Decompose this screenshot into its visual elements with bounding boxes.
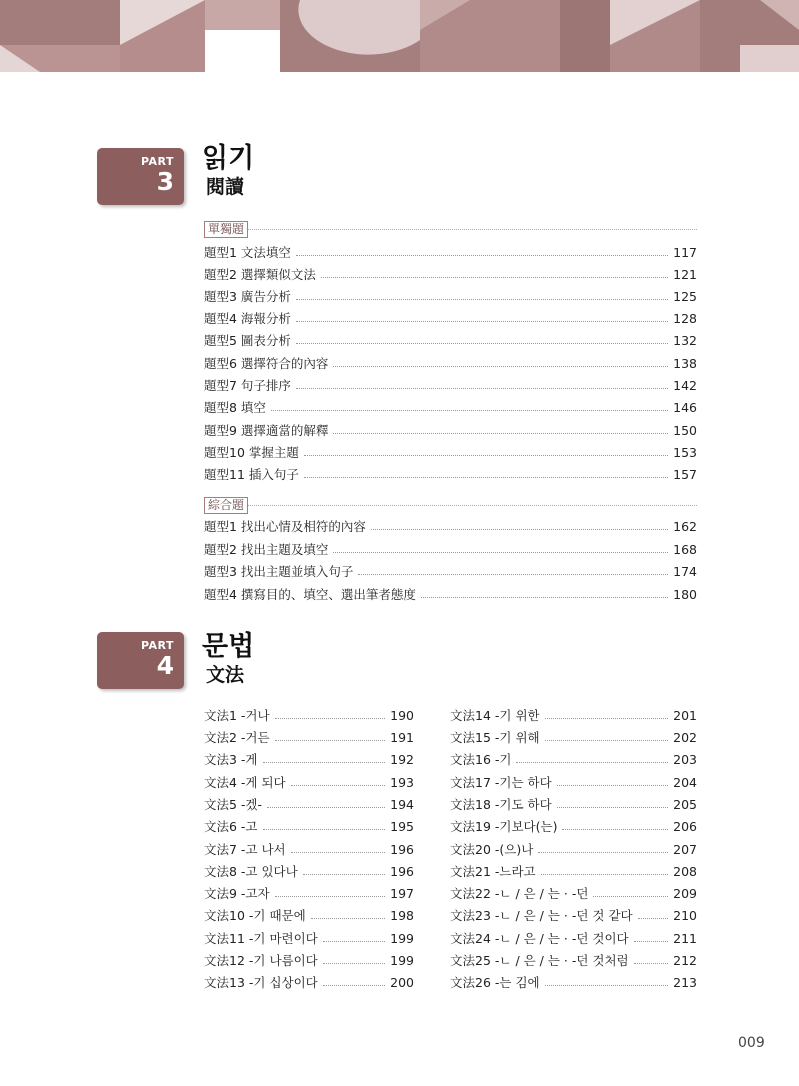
toc-entry-label: 文法3 -게 [204, 752, 258, 767]
toc-entry-page: 193 [390, 775, 414, 790]
decorative-header-banner [0, 0, 799, 72]
toc-entry[interactable] [204, 775, 414, 791]
toc-entry[interactable] [450, 975, 697, 991]
toc-entry-page: 204 [673, 775, 697, 790]
toc-entry[interactable] [450, 886, 697, 902]
toc-entry-label: 題型11 插入句子 [204, 467, 299, 482]
toc-entry-page: 128 [673, 311, 697, 326]
toc-entry-page: 117 [673, 245, 697, 260]
toc-entry-label: 題型5 圖表分析 [204, 333, 291, 348]
toc-entry-page: 200 [390, 975, 414, 990]
toc-entry-label: 文法9 -고자 [204, 886, 270, 901]
toc-entry-label: 題型3 廣告分析 [204, 289, 291, 304]
toc-entry[interactable] [204, 975, 414, 991]
toc-entry-label: 題型6 選擇符合的內容 [204, 356, 329, 371]
toc-entry[interactable] [450, 908, 697, 924]
toc-entry-label: 題型9 選擇適當的解釋 [204, 423, 329, 438]
toc-entry-page: 192 [390, 752, 414, 767]
part-3-title-chinese: 閱讀 [206, 176, 245, 198]
toc-entry-page: 196 [390, 864, 414, 879]
part-4-title [202, 632, 254, 687]
toc-entry-label: 文法8 -고 있다나 [204, 864, 298, 879]
toc-entry[interactable] [204, 267, 697, 283]
toc-entry[interactable] [450, 864, 697, 880]
toc-entry[interactable] [204, 587, 697, 603]
section-label-single: 單獨題 [204, 221, 248, 238]
toc-entry-page: 197 [390, 886, 414, 901]
part-4-number: 4 [156, 651, 174, 680]
toc-entry-label: 文法16 -기 [450, 752, 512, 767]
toc-entry[interactable] [204, 864, 414, 880]
part-4-title-korean: 문법 [202, 631, 255, 662]
toc-entry-page: 203 [673, 752, 697, 767]
toc-entry-label: 文法6 -고 [204, 819, 258, 834]
toc-entry[interactable] [204, 400, 697, 416]
toc-entry[interactable] [450, 819, 697, 835]
part-4-label: PART [140, 639, 174, 652]
toc-entry-label: 文法11 -기 마련이다 [204, 931, 318, 946]
part-3-label: PART [140, 155, 174, 168]
part-4-title-chinese: 文法 [206, 664, 245, 686]
toc-entry[interactable] [204, 708, 414, 724]
toc-entry[interactable] [450, 775, 697, 791]
section-label-combined: 綜合題 [204, 497, 248, 514]
toc-entry-label: 文法10 -기 때문에 [204, 908, 306, 923]
toc-entry-page: 132 [673, 333, 697, 348]
toc-entry-page: 208 [673, 864, 697, 879]
toc-entry[interactable] [204, 953, 414, 969]
toc-entry[interactable] [204, 289, 697, 305]
toc-entry-label: 文法21 -느라고 [450, 864, 536, 879]
toc-entry-page: 211 [673, 931, 697, 946]
toc-entry-page: 207 [673, 842, 697, 857]
toc-entry-page: 191 [390, 730, 414, 745]
toc-entry[interactable] [450, 953, 697, 969]
toc-entry-page: 125 [673, 289, 697, 304]
toc-entry-label: 文法20 -(으)나 [450, 842, 534, 857]
toc-entry-label: 文法1 -거나 [204, 708, 270, 723]
toc-entry-page: 162 [673, 519, 697, 534]
toc-entry-label: 題型4 海報分析 [204, 311, 291, 326]
toc-entry[interactable] [204, 886, 414, 902]
toc-entry-label: 文法18 -기도 하다 [450, 797, 552, 812]
page-number: 009 [738, 1035, 765, 1051]
part-4-badge [97, 632, 184, 689]
toc-entry-label: 文法14 -기 위한 [450, 708, 540, 723]
toc-entry-label: 文法13 -기 십상이다 [204, 975, 318, 990]
toc-entry[interactable] [204, 752, 414, 768]
toc-entry[interactable] [204, 356, 697, 372]
toc-entry[interactable] [450, 842, 697, 858]
toc-entry[interactable] [204, 245, 697, 261]
toc-entry-page: 206 [673, 819, 697, 834]
toc-entry-page: 190 [390, 708, 414, 723]
toc-entry[interactable] [204, 467, 697, 483]
toc-entry-page: 174 [673, 564, 697, 579]
toc-entry-label: 題型2 找出主題及填空 [204, 542, 329, 557]
toc-entry[interactable] [450, 797, 697, 813]
toc-entry-label: 題型2 選擇類似文法 [204, 267, 316, 282]
toc-entry-label: 文法2 -거든 [204, 730, 270, 745]
toc-entry[interactable] [204, 311, 697, 327]
toc-entry-label: 文法4 -게 되다 [204, 775, 286, 790]
toc-entry[interactable] [204, 423, 697, 439]
toc-entry-page: 168 [673, 542, 697, 557]
toc-entry[interactable] [450, 752, 697, 768]
toc-entry[interactable] [204, 445, 697, 461]
part-3-title-korean: 읽기 [202, 143, 255, 174]
toc-entry-page: 180 [673, 587, 697, 602]
toc-entry-label: 題型8 填空 [204, 400, 266, 415]
toc-entry-page: 150 [673, 423, 697, 438]
toc-entry-page: 153 [673, 445, 697, 460]
toc-entry[interactable] [204, 378, 697, 394]
toc-entry-page: 138 [673, 356, 697, 371]
toc-entry-label: 題型10 掌握主題 [204, 445, 299, 460]
toc-entry[interactable] [204, 908, 414, 924]
toc-entry[interactable] [204, 333, 697, 349]
toc-entry[interactable] [204, 842, 414, 858]
toc-entry-page: 198 [390, 908, 414, 923]
toc-entry-page: 202 [673, 730, 697, 745]
toc-entry[interactable] [204, 931, 414, 947]
toc-entry-label: 文法17 -기는 하다 [450, 775, 552, 790]
toc-entry-label: 文法26 -는 김에 [450, 975, 540, 990]
toc-entry-page: 194 [390, 797, 414, 812]
toc-entry-label: 題型4 撰寫目的、填空、選出筆者態度 [204, 587, 416, 602]
toc-entry-page: 209 [673, 886, 697, 901]
toc-entry[interactable] [204, 519, 697, 535]
toc-entry-label: 文法12 -기 나름이다 [204, 953, 318, 968]
toc-entry-label: 文法19 -기보다(는) [450, 819, 558, 834]
toc-entry-label: 文法23 -ㄴ / 은 / 는 · -던 것 같다 [450, 908, 633, 923]
toc-entry-page: 196 [390, 842, 414, 857]
part-3-title [202, 144, 254, 199]
toc-entry-label: 題型1 文法填空 [204, 245, 291, 260]
toc-entry-page: 142 [673, 378, 697, 393]
toc-entry-label: 文法5 -겠- [204, 797, 263, 812]
toc-entry[interactable] [450, 931, 697, 947]
toc-entry-page: 121 [673, 267, 697, 282]
toc-entry-label: 文法25 -ㄴ / 은 / 는 · -던 것처럼 [450, 953, 629, 968]
toc-entry-page: 205 [673, 797, 697, 812]
toc-entry-page: 199 [390, 931, 414, 946]
toc-entry-label: 文法22 -ㄴ / 은 / 는 · -던 [450, 886, 589, 901]
toc-entry-page: 146 [673, 400, 697, 415]
toc-entry-page: 210 [673, 908, 697, 923]
toc-entry-page: 195 [390, 819, 414, 834]
toc-entry-label: 文法15 -기 위해 [450, 730, 540, 745]
toc-entry-page: 212 [673, 953, 697, 968]
toc-entry[interactable] [204, 542, 697, 558]
toc-entry[interactable] [204, 797, 414, 813]
part-3-badge [97, 148, 184, 205]
toc-entry[interactable] [450, 708, 697, 724]
toc-entry[interactable] [204, 819, 414, 835]
toc-entry-page: 201 [673, 708, 697, 723]
toc-entry-label: 題型3 找出主題並填入句子 [204, 564, 354, 579]
toc-entry-page: 199 [390, 953, 414, 968]
toc-entry-label: 題型1 找出心情及相符的內容 [204, 519, 366, 534]
toc-entry-label: 題型7 句子排序 [204, 378, 291, 393]
toc-entry[interactable] [204, 564, 697, 580]
toc-entry[interactable] [450, 730, 697, 746]
toc-entry[interactable] [204, 730, 414, 746]
toc-entry-label: 文法7 -고 나서 [204, 842, 286, 857]
part-3-number: 3 [156, 167, 174, 196]
toc-entry-page: 157 [673, 467, 697, 482]
toc-entry-page: 213 [673, 975, 697, 990]
toc-entry-label: 文法24 -ㄴ / 은 / 는 · -던 것이다 [450, 931, 629, 946]
